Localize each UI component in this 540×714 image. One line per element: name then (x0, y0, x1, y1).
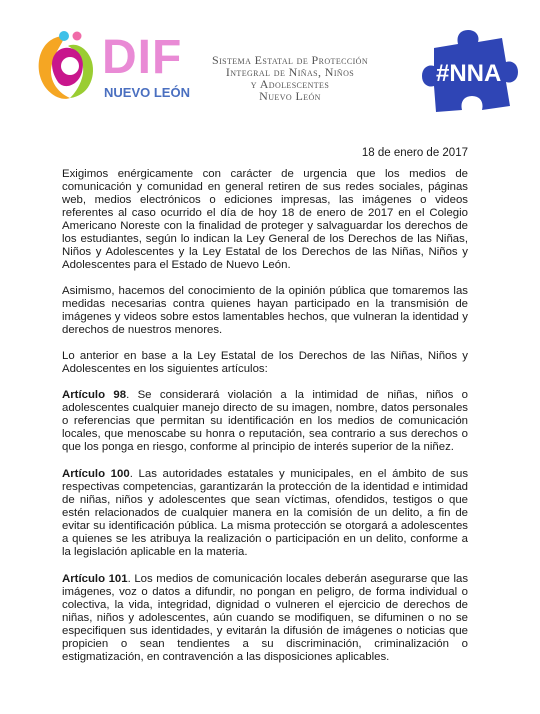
article-text: . Se considerará violación a la intimidad de niñas, niños o adolescentes cualquier manejo directo de su imagen, nombre, datos personales o referencias que permitan su identificación en los medios de comunicación locales, que menoscabe su honra o reputación, sea contrario a sus derechos o que los ponga en riesgo, conforme al principio de interés superior de la niñez. (62, 389, 468, 453)
dif-wordmark: DIF (102, 31, 183, 84)
system-title-line: Sistema Estatal de Protección (212, 53, 368, 67)
dif-figure-icon (30, 28, 100, 108)
nna-badge-label: #NNA (436, 60, 502, 87)
paragraph: Exigimos enérgicamente con carácter de urgencia que los medios de comunicación y comunidad en general retiren de sus redes sociales, páginas web, medios electrónicos o ediciones impresas, las imágenes o videos referentes al caso ocurrido el día de hoy 18 de enero de 2017 en el Colegio Americano Noreste con la finalidad de proteger y salvaguardar los derechos de los estudiantes, según lo indican la Ley General de los Derechos de las Niñas, Niños y Adolescentes y la Ley Estatal de los Derechos de las Niñas, Niños y Adolescentes para el Estado de Nuevo León. (62, 168, 468, 271)
document-body (62, 168, 468, 678)
article-101 (62, 573, 468, 664)
system-title-line: Integral de Niñas, Niños (225, 65, 355, 79)
document-date: 18 de enero de 2017 (361, 147, 468, 159)
letterhead (0, 0, 540, 120)
article-text: . Los medios de comunicación locales deberán asegurarse que las imágenes, voz o datos a difundir, no pongan en peligro, de forma individual o colectiva, la vida, integridad, dignidad o vulneren el ejercicio de derechos de niñas, niños y adolescentes, aún cuando se modifiquen, se difuminen o no se especifiquen sus identidades, y evitarán la difusión de imágenes o noticias que propicien o sean tendientes a su discriminación, criminalización o estigmatización, en contravención a las disposiciones aplicables. (62, 573, 469, 663)
dif-nuevo-leon-logo (30, 28, 200, 108)
system-title-line: y Adolescentes (250, 77, 330, 91)
system-title (190, 54, 390, 102)
article-98 (62, 389, 468, 454)
article-title: Artículo 98 (62, 389, 127, 401)
paragraph: Lo anterior en base a la Ley Estatal de los Derechos de las Niñas, Niños y Adolescentes en los siguientes artículos: (62, 350, 468, 375)
article-title: Artículo 101 (62, 573, 128, 585)
article-title: Artículo 100 (62, 468, 130, 480)
article-100 (62, 468, 468, 559)
article-text: . Las autoridades estatales y municipales, en el ámbito de sus respectivas competencias, garantizarán la protección de la identidad e intimidad de niñas, niños y adolescentes que sean víctimas, ofendidos, testigos o que estén relacionados de cualquier manera en la comisión de un delito, a fin de evitar su identificación pública. La misma protección se otorgará a adolescentes a quienes se les atribuya la realización o participación en un delito, conforme a la legislación aplicable en la materia. (62, 468, 469, 558)
system-title-line: Nuevo León (259, 89, 321, 103)
paragraph: Asimismo, hacemos del conocimiento de la opinión pública que tomaremos las medidas necesarias contra quienes hayan participado en la transmisión de imágenes y videos sobre estos lamentables hechos, que vulneran la identidad y derechos de nuestros menores. (62, 285, 468, 336)
nuevo-leon-wordmark: NUEVO LEÓN (104, 85, 190, 100)
